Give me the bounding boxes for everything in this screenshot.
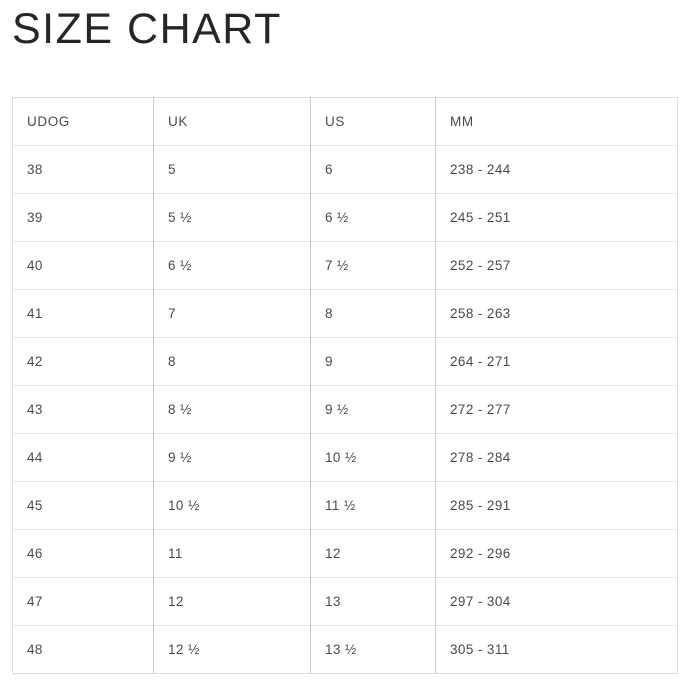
cell-udog: 39 [13, 194, 154, 242]
cell-udog: 47 [13, 578, 154, 626]
size-chart-table [12, 97, 678, 674]
cell-mm: 285 - 291 [436, 482, 678, 530]
cell-udog: 48 [13, 626, 154, 674]
cell-uk: 6 ½ [154, 242, 311, 290]
cell-uk: 10 ½ [154, 482, 311, 530]
cell-mm: 297 - 304 [436, 578, 678, 626]
cell-udog: 43 [13, 386, 154, 434]
table-header-row [13, 98, 678, 146]
cell-udog: 46 [13, 530, 154, 578]
cell-mm: 238 - 244 [436, 146, 678, 194]
cell-us: 8 [311, 290, 436, 338]
table-row [13, 434, 678, 482]
cell-us: 9 ½ [311, 386, 436, 434]
column-header-mm: MM [436, 98, 678, 146]
cell-uk: 5 [154, 146, 311, 194]
cell-mm: 305 - 311 [436, 626, 678, 674]
table-row [13, 530, 678, 578]
table-row [13, 578, 678, 626]
cell-udog: 42 [13, 338, 154, 386]
cell-uk: 8 ½ [154, 386, 311, 434]
cell-udog: 45 [13, 482, 154, 530]
column-header-us: US [311, 98, 436, 146]
cell-udog: 41 [13, 290, 154, 338]
cell-mm: 245 - 251 [436, 194, 678, 242]
cell-mm: 292 - 296 [436, 530, 678, 578]
cell-uk: 7 [154, 290, 311, 338]
cell-uk: 11 [154, 530, 311, 578]
table-row [13, 386, 678, 434]
column-header-uk: UK [154, 98, 311, 146]
cell-mm: 264 - 271 [436, 338, 678, 386]
cell-us: 13 ½ [311, 626, 436, 674]
cell-mm: 252 - 257 [436, 242, 678, 290]
cell-uk: 8 [154, 338, 311, 386]
cell-us: 11 ½ [311, 482, 436, 530]
cell-us: 9 [311, 338, 436, 386]
cell-uk: 12 [154, 578, 311, 626]
table-row [13, 338, 678, 386]
table-body [13, 146, 678, 674]
cell-us: 6 ½ [311, 194, 436, 242]
cell-udog: 38 [13, 146, 154, 194]
table-row [13, 146, 678, 194]
table-row [13, 482, 678, 530]
cell-uk: 5 ½ [154, 194, 311, 242]
cell-mm: 258 - 263 [436, 290, 678, 338]
page-title: SIZE CHART [12, 5, 282, 53]
table-row [13, 194, 678, 242]
cell-udog: 40 [13, 242, 154, 290]
cell-uk: 12 ½ [154, 626, 311, 674]
cell-us: 7 ½ [311, 242, 436, 290]
table-row [13, 290, 678, 338]
table-row [13, 626, 678, 674]
cell-us: 12 [311, 530, 436, 578]
cell-mm: 272 - 277 [436, 386, 678, 434]
cell-us: 13 [311, 578, 436, 626]
cell-mm: 278 - 284 [436, 434, 678, 482]
cell-udog: 44 [13, 434, 154, 482]
cell-uk: 9 ½ [154, 434, 311, 482]
cell-us: 6 [311, 146, 436, 194]
table-row [13, 242, 678, 290]
column-header-udog: UDOG [27, 114, 70, 130]
cell-us: 10 ½ [311, 434, 436, 482]
